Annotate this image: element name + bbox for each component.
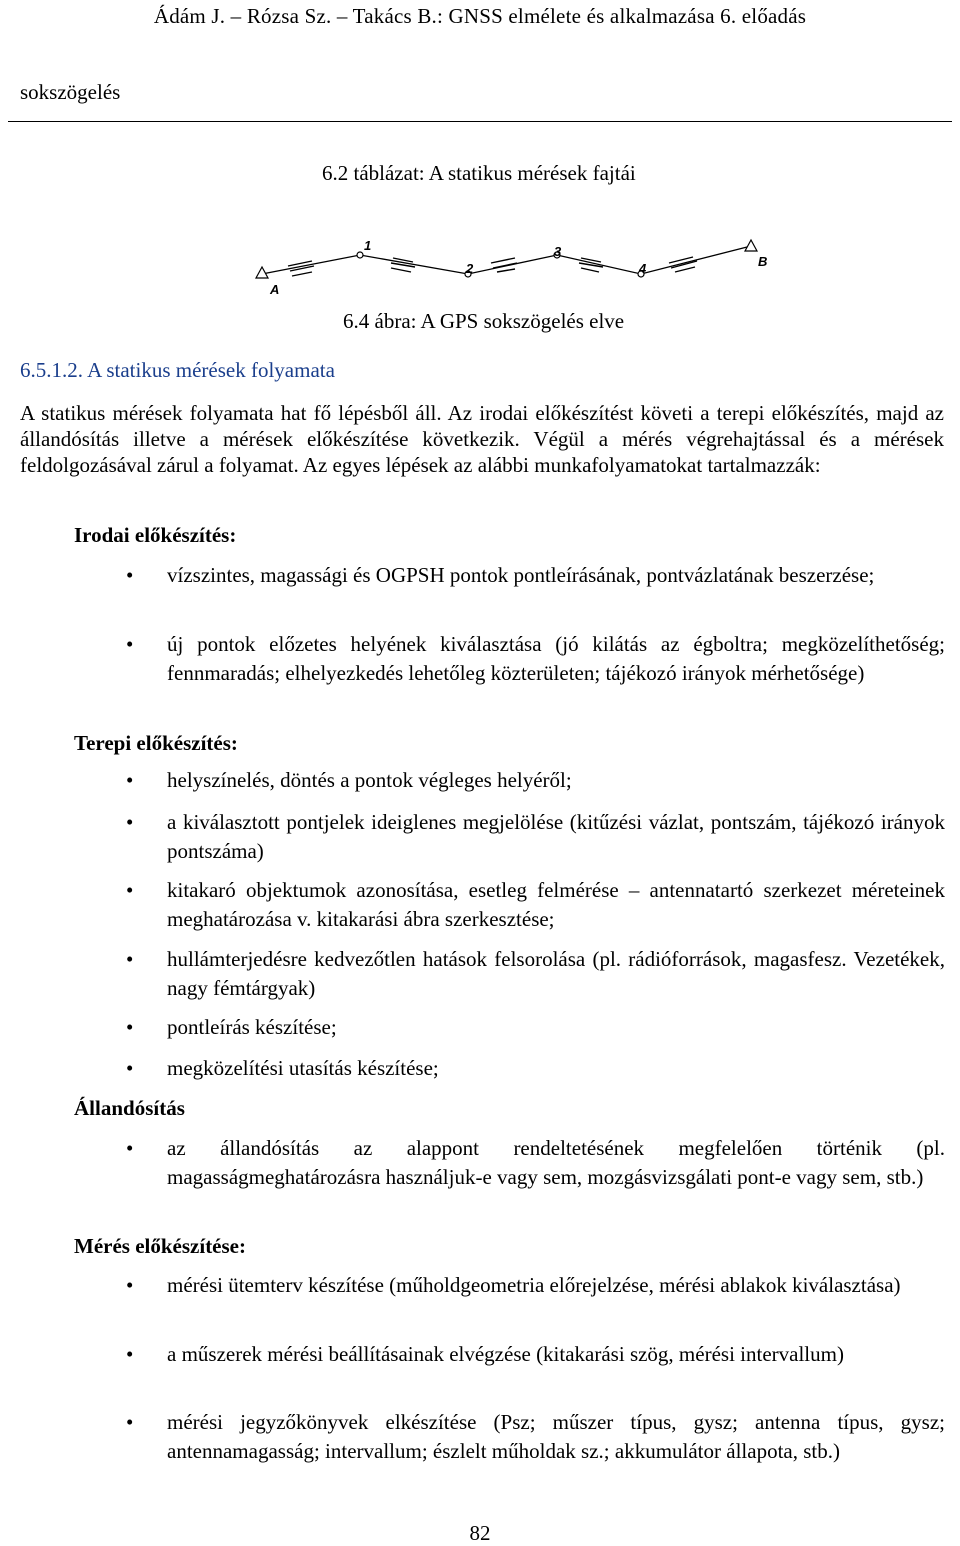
point-label-a: A [270,282,280,297]
point-label-4: 4 [639,261,647,276]
list-item: a kiválasztott pontjelek ideiglenes megjelölése (kitűzési vázlat, pontszám, tájékozó irányok pontszáma) [167,810,945,863]
table-caption: 6.2 táblázat: A statikus mérések fajtái [322,161,636,185]
page-number: 82 [469,1521,491,1545]
section-heading: 6.5.1.2. A statikus mérések folyamata [20,358,335,382]
bullet-marker: • [126,947,134,971]
page-header: Ádám J. – Rózsa Sz. – Takács B.: GNSS elmélete és alkalmazása 6. előadás [153,4,807,28]
figure-caption: 6.4 ábra: A GPS sokszögelés elve [343,309,625,333]
table-row-label: sokszögelés [20,80,121,104]
bullet-marker: • [126,1410,134,1434]
subheading-irodai: Irodai előkészítés: [74,523,237,547]
subheading-allandositas: Állandósítás [74,1096,185,1120]
subheading-meres-elokeszitese: Mérés előkészítése: [74,1234,246,1258]
bullet-marker: • [126,1056,134,1080]
bullet-marker: • [126,563,134,587]
point-a-triangle [256,267,268,278]
gps-traverse-figure [248,236,778,298]
list-item: az állandósítás az alappont rendeltetésének megfelelően történik (pl. magasságmeghatározásra használjuk-e vagy sem, mozgásvizsgálati pont-e vagy sem, stb.) [167,1136,945,1189]
list-item: új pontok előzetes helyének kiválasztása (jó kilátás az égboltra; megközelíthetőség; fennmaradás; elhelyezkedés lehetőleg közterületen; tájékozó irányok mérhetősége) [167,632,945,685]
point-label-2: 2 [466,261,474,276]
intro-paragraph: A statikus mérések folyamata hat fő lépésből áll. Az irodai előkészítést követi a terepi előkészítés, majd az állandósítás illetve a mérések előkészítése következik. Végül a mérés végrehajtással és a mérések feldolgozásával zárul a folyamat. Az egyes lépések az alábbi munkafolyamatokat tartalmazzák: [20,401,944,477]
point-label-1: 1 [364,238,372,253]
list-item: mérési ütemterv készítése (műholdgeometria előrejelzése, mérési ablakok kiválasztása) [167,1273,901,1297]
list-item: mérési jegyzőkönyvek elkészítése (Psz; műszer típus, gysz; antenna típus, gysz; antennamagasság; intervallum; észlelt műholdak sz.; akkumulátor állapota, stb.) [167,1410,945,1463]
list-item: hullámterjedésre kedvezőtlen hatások felsorolása (pl. rádióforrások, magasfesz. Vezetékek, nagy fémtárgyak) [167,947,945,1000]
list-item: vízszintes, magassági és OGPSH pontok pontleírásának, pontvázlatának beszerzése; [167,563,875,587]
list-item: a műszerek mérési beállításainak elvégzése (kitakarási szög, mérési intervallum) [167,1342,844,1366]
list-item: pontleírás készítése; [167,1015,337,1039]
point-label-b: B [758,254,768,269]
subheading-terepi: Terepi előkészítés: [74,731,238,755]
list-item: kitakaró objektumok azonosítása, esetleg felmérése – antennatartó szerkezet méreteinek meghatározása v. kitakarási ábra szerkesztése; [167,878,945,931]
list-item: helyszínelés, döntés a pontok végleges helyéről; [167,768,572,792]
point-b-triangle [745,240,757,251]
bullet-marker: • [126,810,134,834]
bullet-marker: • [126,878,134,902]
bullet-marker: • [126,768,134,792]
list-item: megközelítési utasítás készítése; [167,1056,439,1080]
bullet-marker: • [126,1015,134,1039]
point-1-circle [357,252,363,258]
point-label-3: 3 [554,244,562,259]
bullet-marker: • [126,1273,134,1297]
bullet-marker: • [126,1342,134,1366]
table-bottom-rule [8,121,952,122]
bullet-marker: • [126,632,134,656]
bullet-marker: • [126,1136,134,1160]
